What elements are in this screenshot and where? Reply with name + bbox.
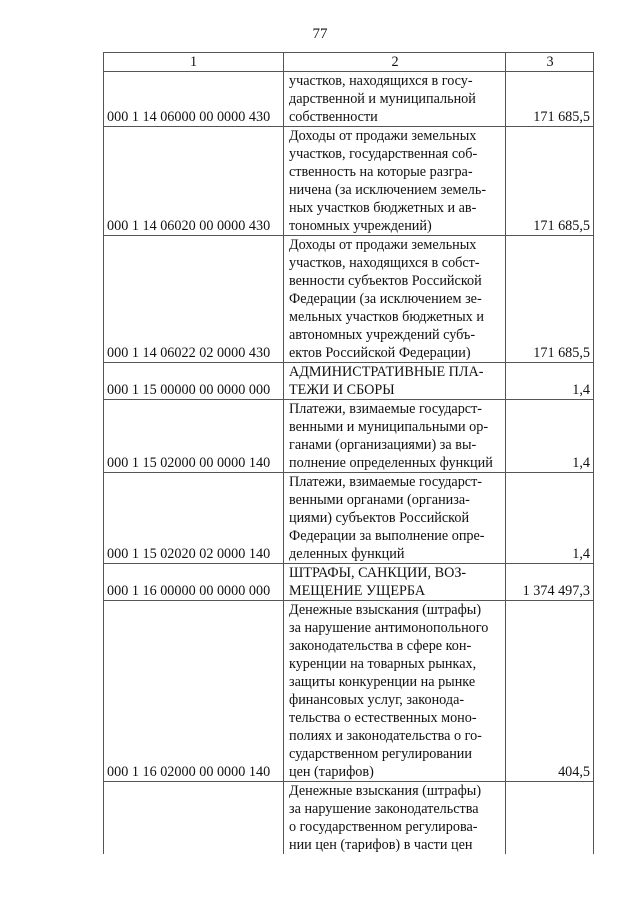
description-line: за нарушение антимонопольного — [289, 620, 489, 636]
description-line: венными органами (организа- — [289, 492, 470, 508]
budget-code-cell: 000 1 14 06000 00 0000 430 — [104, 72, 284, 127]
budget-code-cell: 000 1 14 06022 02 0000 430 — [104, 236, 284, 363]
budget-code-cell: 000 1 15 02020 02 0000 140 — [104, 473, 284, 564]
table-row — [104, 601, 594, 782]
description-cell — [284, 601, 506, 782]
description-cell — [284, 564, 506, 601]
description-cell — [284, 72, 506, 127]
description-line: венными и муниципальными ор- — [289, 419, 489, 435]
description-line: участков, находящихся в собст- — [289, 255, 480, 271]
description-line: ТЕЖИ И СБОРЫ — [289, 382, 395, 398]
description-line: полиях и законодательства о го- — [289, 728, 482, 744]
description-line: защиты конкуренции на рынке — [289, 674, 476, 690]
description-line: финансовых услуг, законода- — [289, 692, 465, 708]
description-line: за нарушение законодательства — [289, 801, 479, 817]
description-line: участков, государственная соб- — [289, 146, 478, 162]
description-line: венности субъектов Российской — [289, 273, 482, 289]
amount-cell: 171 685,5 — [506, 72, 594, 127]
description-line: ственность на которые разгра- — [289, 164, 473, 180]
description-line: автономных учреждений субъ- — [289, 327, 476, 343]
description-line: МЕЩЕНИЕ УЩЕРБА — [289, 583, 426, 599]
revenue-table — [103, 52, 594, 854]
description-line: мельных участков бюджетных и — [289, 309, 484, 325]
amount-cell: 1,4 — [506, 400, 594, 473]
amount-cell: 1,4 — [506, 473, 594, 564]
budget-code-cell — [104, 782, 284, 855]
description-line: Доходы от продажи земельных — [289, 128, 477, 144]
description-cell — [284, 236, 506, 363]
description-line: Федерации за выполнение опре- — [289, 528, 485, 544]
budget-code-cell: 000 1 14 06020 00 0000 430 — [104, 127, 284, 236]
table-row — [104, 400, 594, 473]
column-header-2: 2 — [284, 53, 506, 72]
budget-code-cell: 000 1 16 02000 00 0000 140 — [104, 601, 284, 782]
description-line: тономных учреждений) — [289, 218, 432, 234]
page-number: 77 — [312, 26, 328, 42]
description-line: ШТРАФЫ, САНКЦИИ, ВОЗ- — [289, 565, 467, 581]
table-row — [104, 127, 594, 236]
description-cell — [284, 127, 506, 236]
amount-cell: 1,4 — [506, 363, 594, 400]
amount-cell: 171 685,5 — [506, 127, 594, 236]
description-line: Денежные взыскания (штрафы) — [289, 602, 482, 618]
description-cell — [284, 400, 506, 473]
description-line: Доходы от продажи земельных — [289, 237, 477, 253]
budget-code-cell: 000 1 15 02000 00 0000 140 — [104, 400, 284, 473]
description-line: ных участков бюджетных и ав- — [289, 200, 477, 216]
description-line: АДМИНИСТРАТИВНЫЕ ПЛА- — [289, 364, 484, 380]
table-row — [104, 236, 594, 363]
amount-cell — [506, 782, 594, 855]
description-line: ганами (организациями) за вы- — [289, 437, 477, 453]
description-line: Федерации (за исключением зе- — [289, 291, 482, 307]
description-line: Денежные взыскания (штрафы) — [289, 783, 482, 799]
description-cell — [284, 473, 506, 564]
table-row — [104, 72, 594, 127]
description-line: цен (тарифов) — [289, 764, 374, 780]
description-line: участков, находящихся в госу- — [289, 73, 473, 89]
column-header-3: 3 — [506, 53, 594, 72]
amount-cell: 171 685,5 — [506, 236, 594, 363]
description-cell — [284, 782, 506, 855]
table-header-row — [104, 53, 594, 72]
description-line: ничена (за исключением земель- — [289, 182, 487, 198]
description-line: законодательства в сфере кон- — [289, 638, 472, 654]
description-line: собственности — [289, 109, 378, 125]
description-line: полнение определенных функций — [289, 455, 493, 471]
table-row — [104, 782, 594, 855]
description-line: деленных функций — [289, 546, 405, 562]
table-row — [104, 363, 594, 400]
description-line: куренции на товарных рынках, — [289, 656, 477, 672]
budget-code-cell: 000 1 15 00000 00 0000 000 — [104, 363, 284, 400]
description-line: тельства о естественных моно- — [289, 710, 477, 726]
table-row — [104, 473, 594, 564]
description-line: нии цен (тарифов) в части цен — [289, 837, 473, 853]
table-row — [104, 564, 594, 601]
description-line: Платежи, взимаемые государст- — [289, 474, 483, 490]
description-line: Платежи, взимаемые государст- — [289, 401, 483, 417]
amount-cell: 1 374 497,3 — [506, 564, 594, 601]
budget-code-cell: 000 1 16 00000 00 0000 000 — [104, 564, 284, 601]
description-line: дарственной и муниципальной — [289, 91, 476, 107]
description-line: циями) субъектов Российской — [289, 510, 470, 526]
description-cell — [284, 363, 506, 400]
description-line: ектов Российской Федерации) — [289, 345, 471, 361]
amount-cell: 404,5 — [506, 601, 594, 782]
description-line: о государственном регулирова- — [289, 819, 478, 835]
column-header-1: 1 — [104, 53, 284, 72]
description-line: сударственном регулировании — [289, 746, 472, 762]
